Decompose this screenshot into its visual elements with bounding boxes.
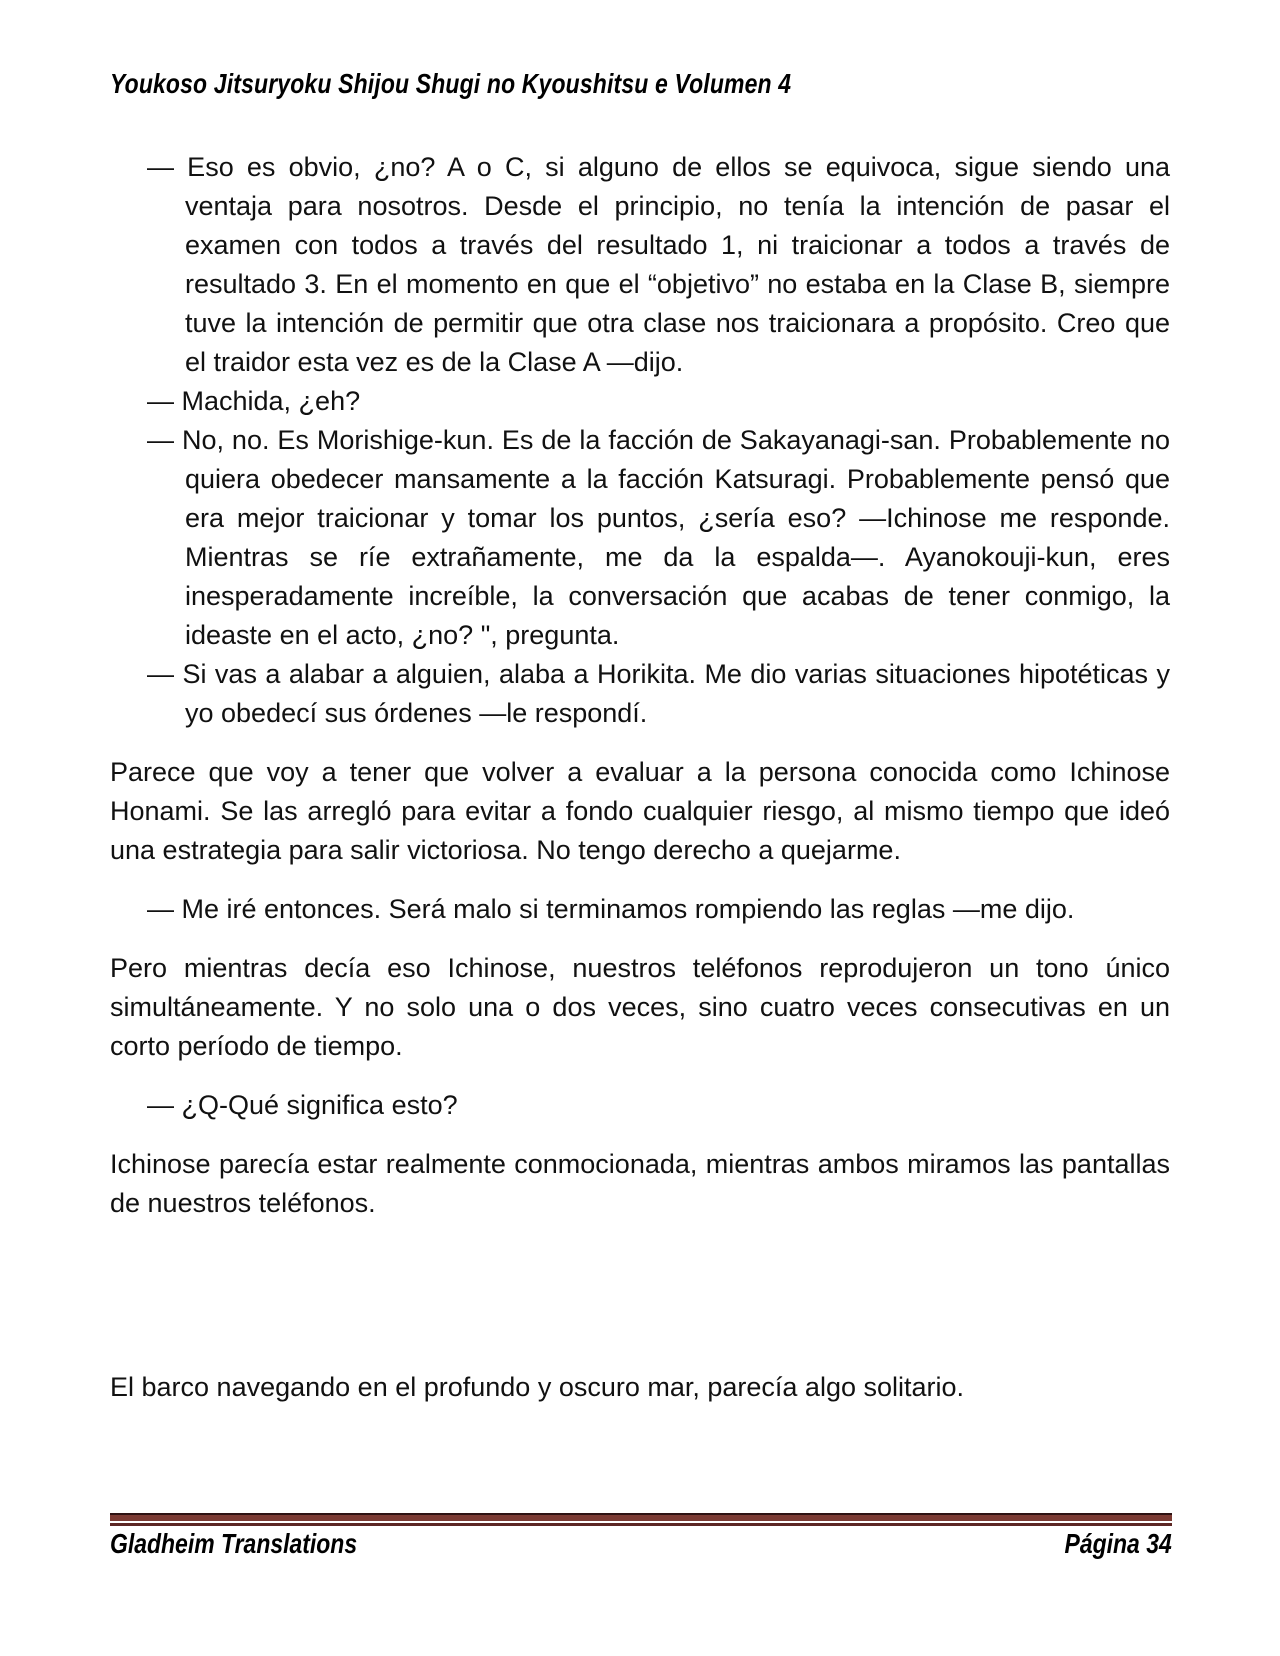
narration-paragraph: Parece que voy a tener que volver a evaluar a la persona conocida como Ichinose Honami. Se las arregló para evitar a fondo cualquier riesgo, al mismo tiempo que ideó una estrategia para salir victoriosa. No tengo derecho a quejarme. [110,757,1170,865]
footer-rule [110,1513,1172,1526]
dialogue-paragraph: — Si vas a alabar a alguien, alaba a Horikita. Me dio varias situaciones hipotéticas y yo obedecí sus órdenes —le respondí. [147,659,1170,728]
page-header [110,68,941,100]
footer-page-number: Página 34 [1064,1528,1172,1559]
page-footer [110,1528,1172,1560]
narration-paragraph: El barco navegando en el profundo y oscuro mar, parecía algo solitario. [110,1372,965,1402]
narration-paragraph: Pero mientras decía eso Ichinose, nuestros teléfonos reprodujeron un tono único simultáneamente. Y no solo una o dos veces, sino cuatro veces consecutivas en un corto período de tiempo. [110,953,1170,1061]
footer-translator-name: Gladheim Translations [110,1528,358,1559]
dialogue-paragraph: — No, no. Es Morishige-kun. Es de la facción de Sakayanagi-san. Probablemente no quiera obedecer mansamente a la facción Katsuragi. Probablemente pensó que era mejor traicionar y tomar los puntos, ¿sería eso? —Ichinose me responde. Mientras se ríe extrañamente, me da la espalda—. Ayanokouji-kun, eres inesperadamente increíble, la conversación que acabas de tener conmigo, la ideaste en el acto, ¿no? ", pregunta. [147,425,1170,650]
body-text [110,148,1170,1407]
dialogue-paragraph: — Me iré entonces. Será malo si terminamos rompiendo las reglas —me dijo. [147,894,1075,924]
page-header-title: Youkoso Jitsuryoku Shijou Shugi no Kyoushitsu e Volumen 4 [110,68,792,99]
dialogue-paragraph: — Eso es obvio, ¿no? A o C, si alguno de ellos se equivoca, sigue siendo una ventaja para nosotros. Desde el principio, no tenía la intención de pasar el examen con todos a través del resultado 1, ni traicionar a todos a través de resultado 3. En el momento en que el “objetivo” no estaba en la Clase B, siempre tuve la intención de permitir que otra clase nos traicionara a propósito. Creo que el traidor esta vez es de la Clase A —dijo. [147,152,1170,377]
narration-paragraph: Ichinose parecía estar realmente conmocionada, mientras ambos miramos las pantallas de nuestros teléfonos. [110,1149,1170,1218]
dialogue-paragraph: — Machida, ¿eh? [147,386,361,416]
dialogue-paragraph: — ¿Q-Qué significa esto? [147,1090,458,1120]
